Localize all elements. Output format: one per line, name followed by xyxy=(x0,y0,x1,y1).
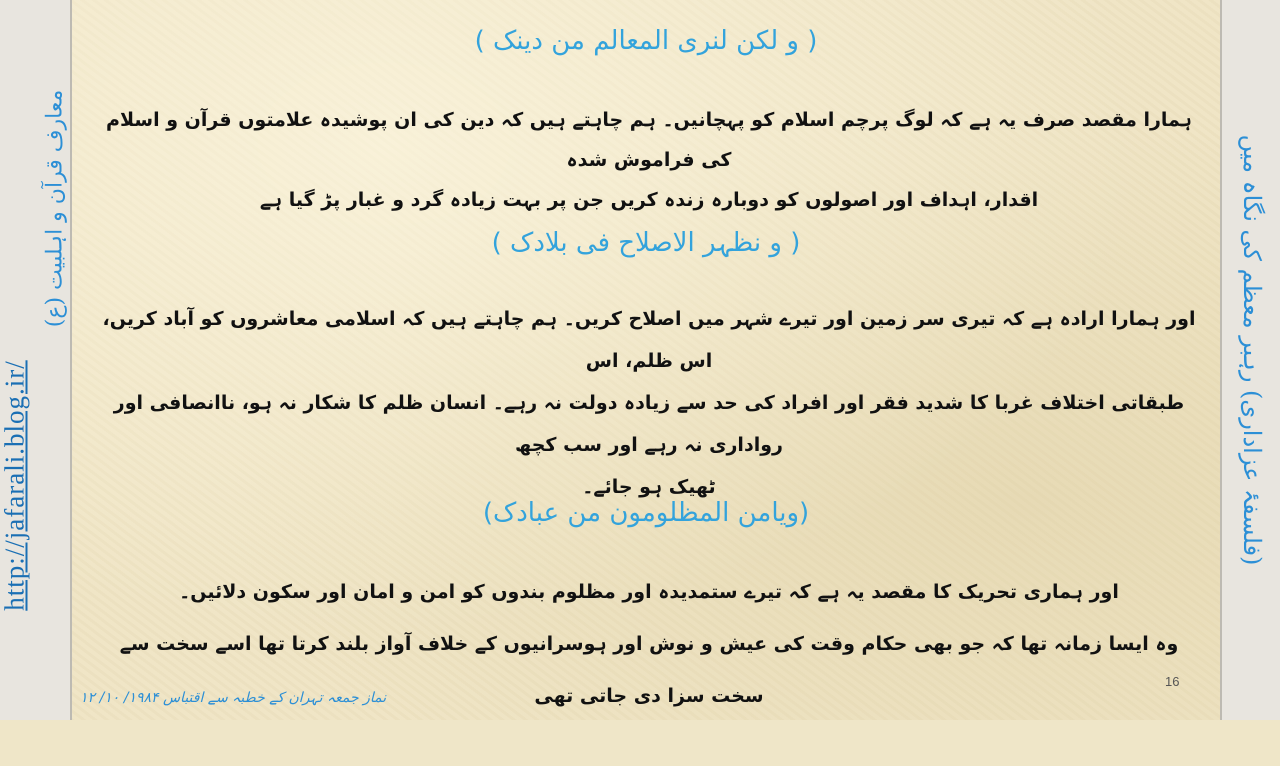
section-heading-2: ( و نظہر الاصلاح فی بلادک ) xyxy=(491,228,801,258)
section-paragraph-2 xyxy=(100,298,1198,508)
paragraph-line: اقدار، اہداف اور اصولوں کو دوبارہ زندہ کریں جن پر بہت زیادہ گرد و غبار پڑ گیا ہے xyxy=(259,189,1039,211)
blog-url-link[interactable]: http://jafarali.blog.ir/ xyxy=(0,360,30,611)
section-paragraph-1 xyxy=(100,100,1198,220)
paragraph-line: ہمارا مقصد صرف یہ ہے کہ لوگ پرچم اسلام کو پہچانیں۔ ہم چاہتے ہیں کہ دین کی ان پوشیدہ علامتوں قرآن و اسلام کی فراموش شدہ xyxy=(106,109,1192,171)
page-number: 16 xyxy=(1165,674,1180,689)
sidebar-brand-text: معارف قرآن و اہلبیت (ع) xyxy=(42,89,68,328)
footer-source-caption: نماز جمعہ تہران کے خطبہ سے اقتباس ۱۹۸۴/ ۱۰/ ۱۲ xyxy=(80,690,387,706)
paragraph-line: ٹھیک ہو جائے۔ xyxy=(582,476,716,498)
right-sidebar xyxy=(1220,0,1280,720)
paragraph-line: وہ ایسا زمانہ تھا کہ جو بھی حکام وقت کی عیش و نوش اور ہوسرانیوں کے خلاف آواز بلند کرتا تھا اسے سخت سے سخت سزا دی جاتی تھی xyxy=(119,633,1179,707)
section-heading-1: ( و لکن لنری المعالم من دینک ) xyxy=(474,26,818,56)
section-heading-3: (ویامن المظلومون من عبادک) xyxy=(482,498,810,528)
left-sidebar xyxy=(0,0,72,720)
slide-content xyxy=(72,0,1220,720)
paragraph-line: طبقاتی اختلاف غربا کا شدید فقر اور افراد کی حد سے زیادہ دولت نہ رہے۔ انسان ظلم کا شکار نہ ہو، ناانصافی اور رواداری نہ رہے اور سب کچھ xyxy=(113,392,1185,456)
paragraph-line: اور ہماری تحریک کا مقصد یہ ہے کہ تیرے ستمدیدہ اور مظلوم بندوں کو امن و امان اور سکون دلائیں۔ xyxy=(179,581,1119,603)
paragraph-line: اور ہمارا ارادہ ہے کہ تیری سر زمین اور تیرے شہر میں اصلاح کریں۔ ہم چاہتے ہیں کہ اسلامی معاشروں کو آباد کریں، اس ظلم، اس xyxy=(102,308,1196,372)
sidebar-title-text: (فلسفۂ عزاداری) رہبر معظم کی نگاہ میں xyxy=(1238,134,1266,566)
